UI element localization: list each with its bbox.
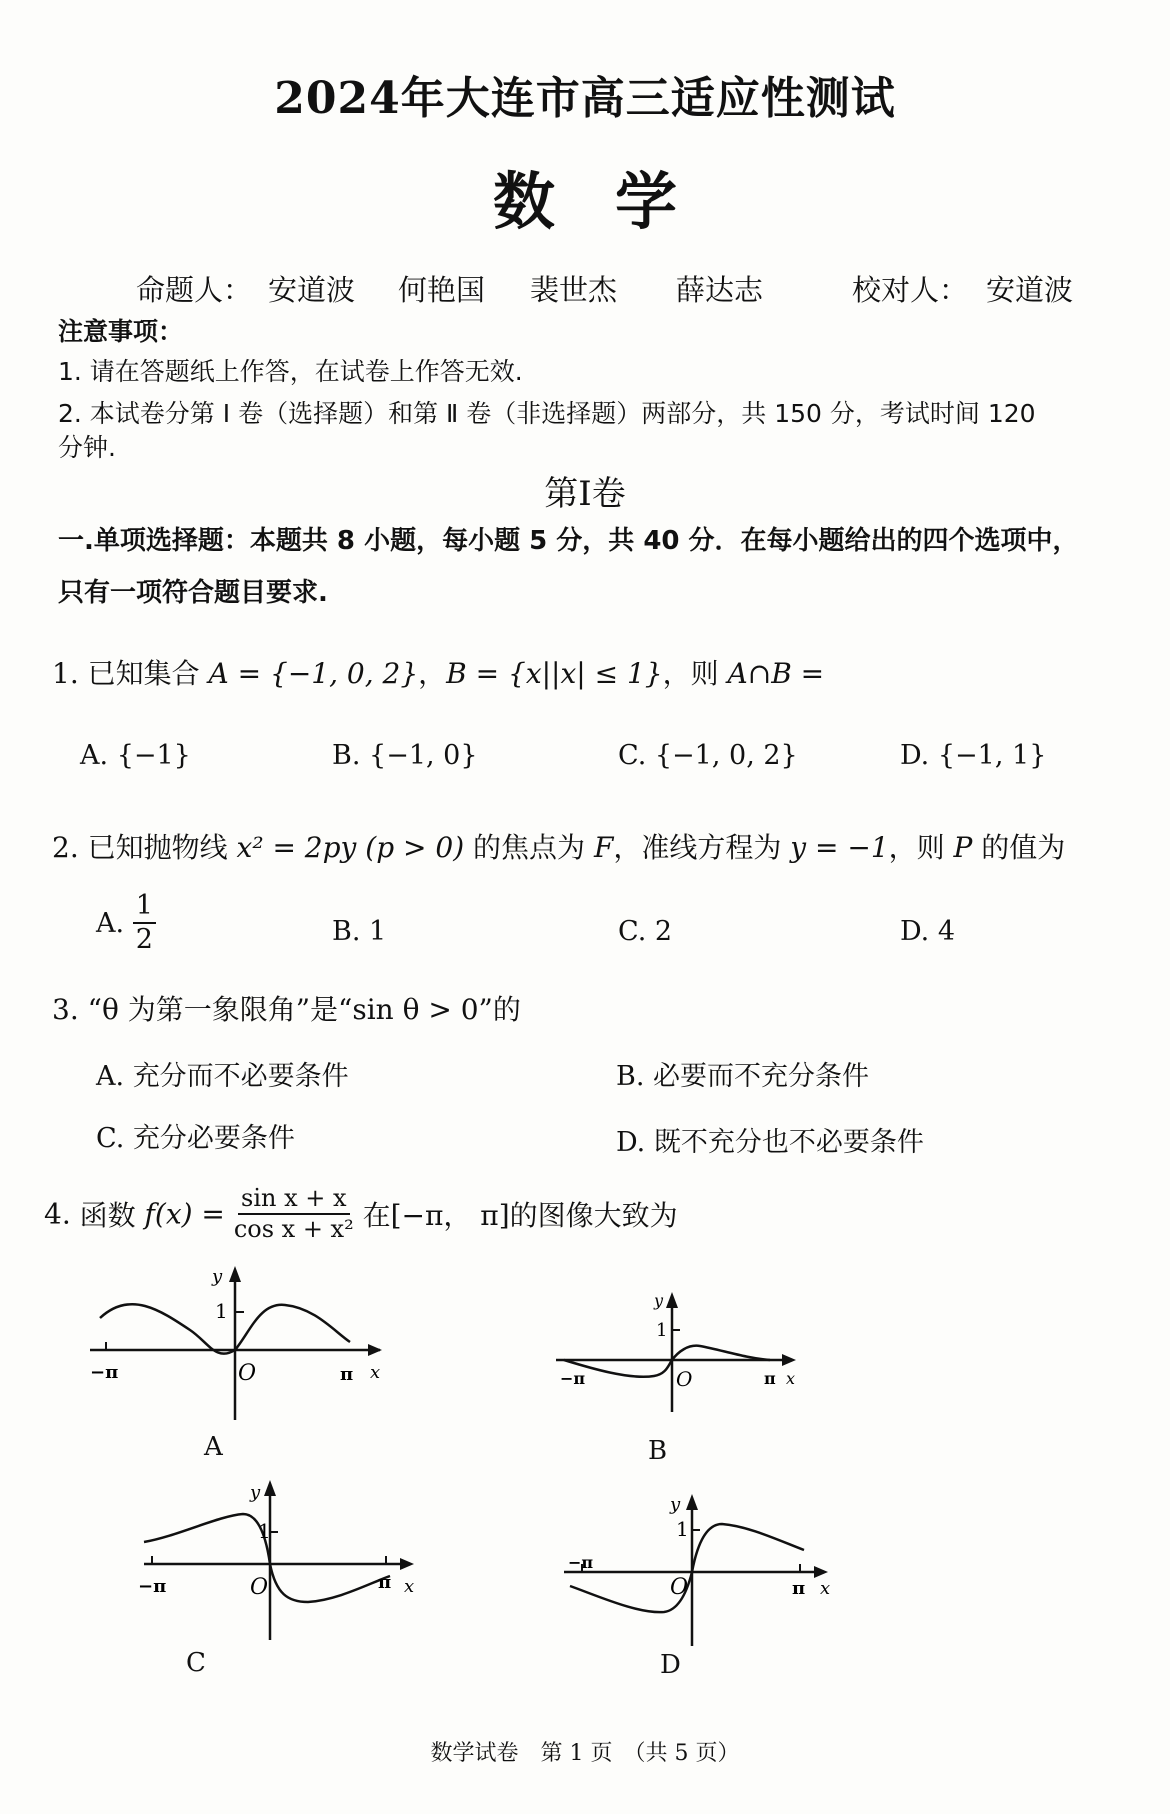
fraction-numerator: 1 [133, 890, 156, 924]
option-label: B. [332, 916, 361, 947]
x-axis-label: x [370, 1362, 381, 1383]
author-1: 安道波 [268, 273, 356, 307]
q1-option-c[interactable] [618, 740, 798, 771]
pi-label: π [764, 1369, 776, 1388]
question-number: 4. [44, 1197, 71, 1231]
question-number: 1. [52, 657, 79, 690]
question-text: 的值为 [972, 831, 1066, 864]
directrix-equation: y = −1 [790, 831, 889, 864]
fraction-numerator: sin x + x [238, 1184, 350, 1215]
exam-title: 2024年大连市高三适应性测试 [274, 73, 896, 124]
origin-label: O [670, 1575, 689, 1600]
option-value: {−1} [116, 740, 191, 771]
separator: ， [418, 657, 447, 690]
author-4: 薛达志 [676, 273, 764, 307]
fraction [133, 890, 156, 957]
question-text: ，准线方程为 [613, 831, 791, 864]
set-a: A = {−1, 0, 2} [208, 657, 419, 690]
graph-b[interactable] [550, 1288, 810, 1416]
q2-option-a[interactable] [96, 890, 156, 957]
option-label: D. [900, 740, 930, 771]
graph-c[interactable] [128, 1474, 428, 1644]
question-number: 2. [52, 831, 79, 864]
author-3: 裴世杰 [530, 273, 618, 307]
y-axis-label: y [654, 1291, 664, 1310]
option-label: D. [900, 916, 930, 947]
y-arrow-icon [264, 1480, 276, 1496]
graph-a-label: A [204, 1432, 223, 1462]
fraction-denominator: cos x + x² [233, 1214, 354, 1243]
page-footer: 数学试卷 第 1 页 （共 5 页） [430, 1741, 740, 1766]
focus-symbol: F [593, 831, 614, 864]
question-2 [52, 826, 1065, 866]
note-2: 2. 本试卷分第 Ⅰ 卷（选择题）和第 Ⅱ 卷（非选择题）两部分，共 150 分，考试时间 120 [58, 399, 1036, 428]
option-value: 2 [654, 916, 673, 947]
authors-label: 命题人： [136, 273, 253, 307]
y-tick-label: 1 [215, 1299, 228, 1323]
y-axis-label: y [670, 1494, 681, 1515]
option-label: A. [80, 740, 109, 771]
q1-option-b[interactable] [332, 740, 478, 771]
p-symbol: P [953, 831, 973, 864]
option-label: C. [618, 916, 647, 947]
question-4 [44, 1184, 678, 1244]
option-value: 4 [937, 916, 956, 947]
q3-option-a[interactable] [96, 1054, 349, 1093]
y-axis-label: y [250, 1482, 261, 1503]
question-number: 3. [52, 993, 79, 1026]
question-text: “θ 为第一象限角”是“sin θ > 0”的 [87, 993, 521, 1026]
part1-instructions-cont: 只有一项符合题目要求. [58, 578, 328, 608]
x-axis-label: x [820, 1578, 831, 1599]
q2-option-d[interactable] [900, 916, 955, 947]
set-b: B = {x||x| ≤ 1} [446, 657, 663, 690]
q3-option-c[interactable] [96, 1116, 295, 1155]
origin-label: O [238, 1361, 257, 1386]
y-tick-label: 1 [656, 1320, 668, 1341]
question-text: 已知集合 [87, 657, 209, 690]
question-1 [52, 652, 824, 692]
question-text: ，则 [662, 657, 728, 690]
neg-pi-label: −π [90, 1362, 119, 1383]
option-value: 必要而不充分条件 [653, 1061, 870, 1092]
notes-heading: 注意事项： [58, 317, 184, 346]
proofreader-label: 校对人： [852, 273, 969, 307]
section-title: 第Ⅰ卷 [544, 474, 626, 514]
y-arrow-icon [666, 1292, 678, 1308]
option-value: {−1, 0} [369, 740, 478, 771]
question-text: 在[−π， π]的图像大致为 [353, 1198, 678, 1232]
question-text: 已知抛物线 [87, 831, 237, 864]
pi-label: π [340, 1364, 354, 1385]
y-arrow-icon [686, 1494, 698, 1510]
q2-option-c[interactable] [618, 916, 672, 947]
q1-option-a[interactable] [80, 740, 191, 771]
option-label: A. [96, 1061, 125, 1092]
question-text: 函数 [79, 1198, 145, 1232]
graph-b-label: B [648, 1436, 668, 1466]
origin-label: O [250, 1575, 269, 1600]
x-arrow-icon [782, 1354, 796, 1366]
y-tick-label: 1 [258, 1519, 271, 1543]
option-label: C. [618, 740, 647, 771]
pi-label: π [378, 1572, 392, 1593]
proofreader: 安道波 [986, 273, 1074, 307]
x-axis-label: x [786, 1369, 796, 1388]
y-tick-label: 1 [676, 1517, 689, 1541]
x-arrow-icon [368, 1344, 382, 1356]
fraction-denominator: 2 [135, 924, 153, 956]
graph-c-label: C [186, 1648, 206, 1678]
option-value: 1 [369, 916, 387, 947]
option-value: 既不充分也不必要条件 [653, 1127, 924, 1158]
origin-label: O [676, 1367, 693, 1391]
option-label: B. [616, 1061, 645, 1092]
parabola-equation: x² = 2py (p > 0) [236, 831, 465, 864]
x-arrow-icon [400, 1558, 414, 1570]
q2-option-b[interactable] [332, 916, 386, 947]
option-value: 充分而不必要条件 [132, 1061, 349, 1092]
note-1: 1. 请在答题纸上作答，在试卷上作答无效. [58, 357, 523, 386]
option-label: A. [96, 907, 125, 939]
graph-a[interactable] [80, 1260, 400, 1430]
option-value: {−1, 0, 2} [654, 740, 798, 771]
option-label: B. [332, 740, 361, 771]
question-text: 的焦点为 [464, 831, 594, 864]
intersection-expr: A∩B = [727, 657, 825, 690]
function-fraction [234, 1184, 354, 1244]
q3-option-d[interactable] [616, 1120, 924, 1159]
x-arrow-icon [814, 1566, 828, 1578]
note-2-cont: 分钟. [58, 433, 116, 462]
option-value: 充分必要条件 [132, 1123, 295, 1154]
option-value: {−1, 1} [937, 740, 1047, 771]
y-arrow-icon [229, 1266, 241, 1282]
graph-d[interactable] [558, 1490, 848, 1650]
question-3 [52, 988, 521, 1028]
neg-pi-label: −π [568, 1553, 594, 1572]
part1-instructions: 一.单项选择题：本题共 8 小题，每小题 5 分，共 40 分．在每小题给出的四个选项中， [58, 526, 1079, 556]
x-axis-label: x [404, 1576, 415, 1597]
y-axis-label: y [212, 1266, 223, 1287]
neg-pi-label: −π [138, 1576, 167, 1597]
option-label: D. [616, 1127, 646, 1158]
q3-option-b[interactable] [616, 1054, 869, 1093]
function-name: f(x) = [144, 1197, 225, 1231]
question-text: ，则 [888, 831, 954, 864]
option-label: C. [96, 1123, 125, 1154]
neg-pi-label: −π [560, 1369, 586, 1388]
author-2: 何艳国 [398, 273, 486, 307]
pi-label: π [792, 1578, 806, 1599]
subject-title: 数学 [492, 165, 737, 238]
graph-d-label: D [660, 1650, 681, 1680]
q1-option-d[interactable] [900, 740, 1046, 771]
